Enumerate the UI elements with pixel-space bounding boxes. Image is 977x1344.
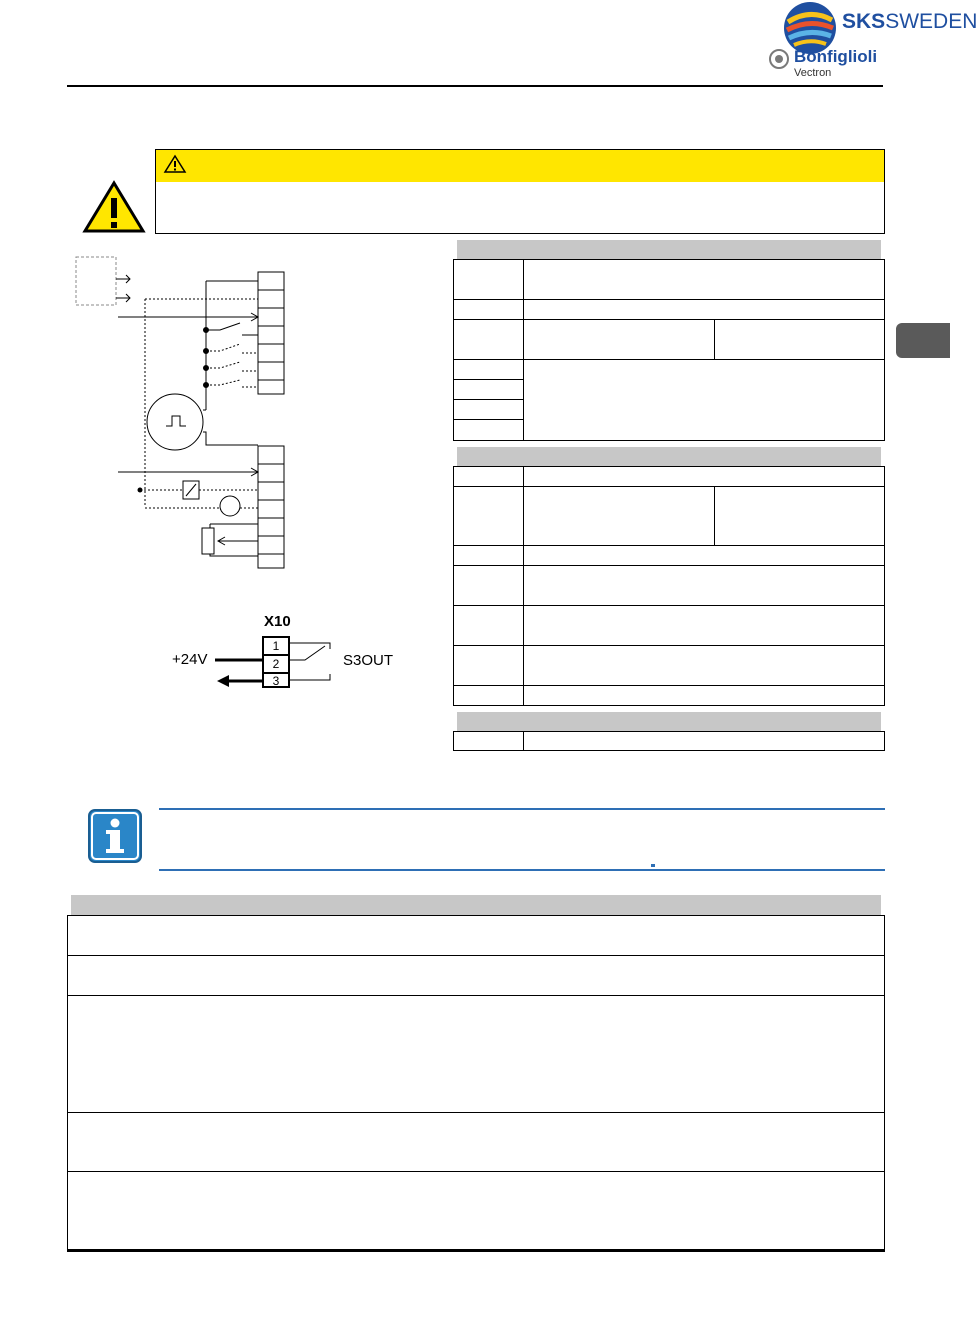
pin-1: 1 xyxy=(264,638,288,656)
t1-row7-key xyxy=(453,419,524,441)
controller-box xyxy=(76,257,116,305)
t1-row1-key xyxy=(453,259,524,300)
bottom-row-1 xyxy=(67,915,885,956)
sensor-circle xyxy=(147,394,203,450)
t2-row2-key xyxy=(453,486,524,546)
x10-title: X10 xyxy=(264,613,291,630)
t1-row6-key xyxy=(453,399,524,420)
bonfiglioli-gear-icon xyxy=(768,48,790,70)
brand-name-light: SWEDEN xyxy=(885,10,977,33)
t1-merged-val xyxy=(523,359,885,441)
t2-row3-val xyxy=(523,545,885,566)
t1-row2-val xyxy=(523,299,885,320)
info-rule-bottom xyxy=(159,869,885,871)
warning-box xyxy=(155,149,885,234)
supply-label: +24V xyxy=(172,651,208,668)
pin-2: 2 xyxy=(264,656,288,674)
t2-row3-key xyxy=(453,545,524,566)
table1-header xyxy=(457,240,881,259)
t1-row3-val-a xyxy=(523,319,715,360)
t3-row1-val xyxy=(523,731,885,751)
t2-row4-key xyxy=(453,565,524,606)
info-rule-top xyxy=(159,808,885,810)
t1-row4-key xyxy=(453,359,524,380)
warning-small-icon xyxy=(164,155,186,173)
bottom-row-2 xyxy=(67,955,885,996)
header-rule xyxy=(67,85,883,87)
pin-3: 3 xyxy=(272,674,280,688)
wiring-diagram xyxy=(70,250,390,590)
bottom-row-4 xyxy=(67,1112,885,1172)
brand-name-bold: SKS xyxy=(842,10,886,33)
t1-row3-key xyxy=(453,319,524,360)
warning-header-bar xyxy=(156,150,884,182)
t2-row2-val-a xyxy=(523,486,715,546)
t1-row1-val xyxy=(523,259,885,300)
bottom-row-5 xyxy=(67,1171,885,1251)
t2-row5-val xyxy=(523,605,885,646)
t2-row1-key xyxy=(453,466,524,487)
t1-row5-key xyxy=(453,379,524,400)
bottom-row-3 xyxy=(67,995,885,1113)
brand-logo xyxy=(780,0,977,82)
t2-row1-val xyxy=(523,466,885,487)
t1-row2-key xyxy=(453,299,524,320)
t2-row6-val xyxy=(523,645,885,686)
t1-row3-val-b xyxy=(714,319,885,360)
t2-row4-val xyxy=(523,565,885,606)
output-label: S3OUT xyxy=(343,652,394,669)
info-icon xyxy=(88,809,142,863)
bottom-table-header xyxy=(71,895,881,915)
chapter-side-tab[interactable] xyxy=(896,323,950,358)
terminal-block-upper xyxy=(258,272,284,394)
footer-rule xyxy=(67,1249,885,1252)
sub-brand-line2: Vectron xyxy=(794,67,832,79)
t2-row7-val xyxy=(523,685,885,706)
terminal-block-lower xyxy=(258,446,284,568)
x10-wiring xyxy=(205,635,405,695)
t2-row5-key xyxy=(453,605,524,646)
info-small-mark xyxy=(651,864,655,867)
table3-header xyxy=(457,712,881,731)
t3-row1-key xyxy=(453,731,524,751)
t2-row6-key xyxy=(453,645,524,686)
sub-brand-name: Bonfiglioli xyxy=(794,47,878,66)
warning-triangle-icon xyxy=(82,180,146,234)
t2-row2-val-b xyxy=(714,486,885,546)
t2-row7-key xyxy=(453,685,524,706)
table2-header xyxy=(457,447,881,466)
